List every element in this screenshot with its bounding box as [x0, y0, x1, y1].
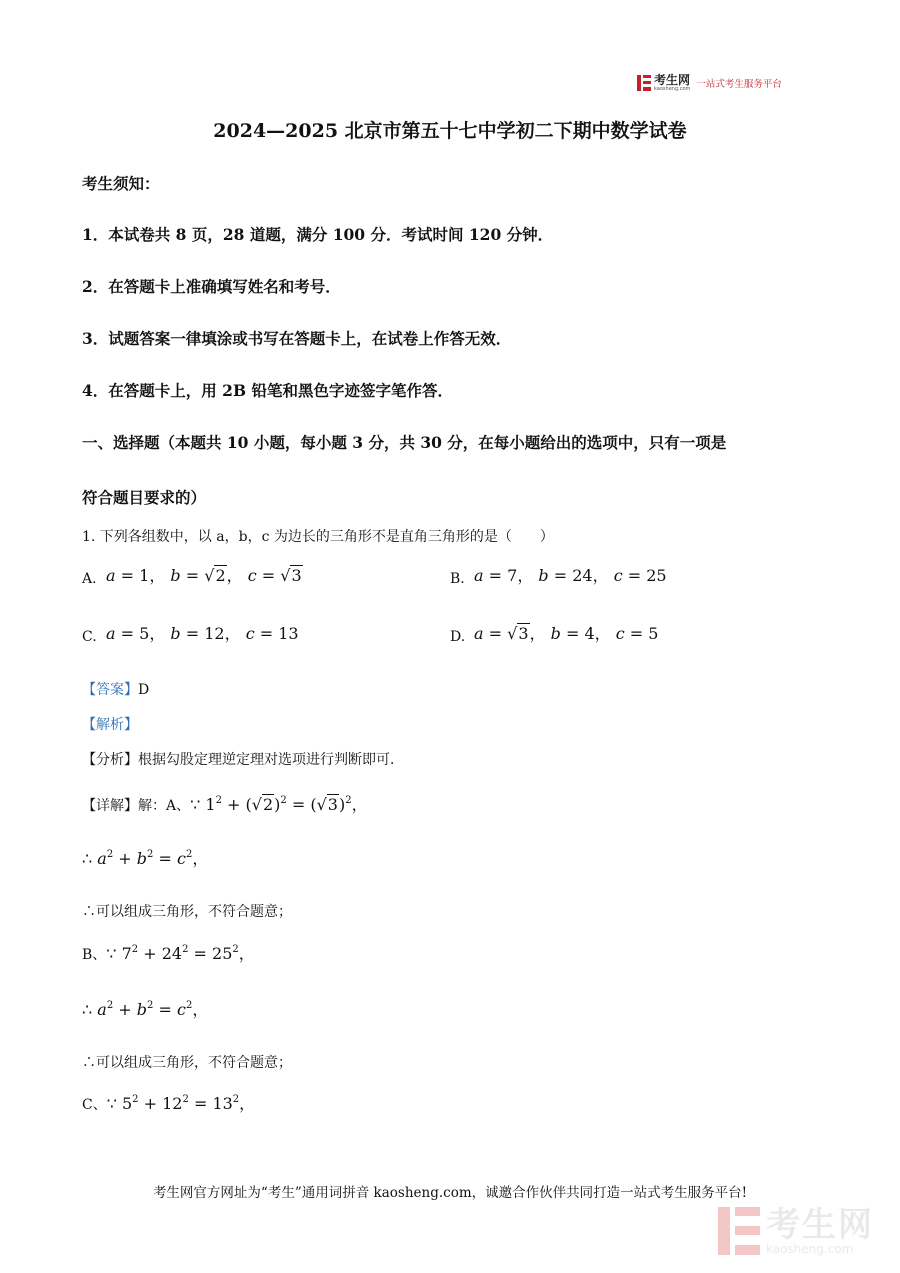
answer-value: D [138, 682, 150, 698]
detail-c-a: 5 [121, 1094, 133, 1113]
option-d-a: 3 [518, 624, 529, 643]
fenxi-line [82, 749, 404, 769]
notice-heading: 考生须知： [82, 174, 160, 193]
analysis-tag: 【解析】 [82, 717, 138, 733]
fenxi-text: 根据勾股定理逆定理对选项进行判断即可． [138, 752, 404, 768]
option-b-b: 24 [572, 566, 593, 585]
watermark-logo-icon [718, 1207, 760, 1255]
detail-b-b: 24 [161, 944, 183, 963]
option-a-c: 3 [291, 566, 302, 585]
option-d-b: 4 [584, 624, 595, 643]
watermark-url: kaosheng.com [766, 1242, 854, 1256]
section-heading-line2: 符合题目要求的） [82, 488, 207, 507]
detail-tag: 【详解】 [82, 798, 138, 814]
option-b-a: 7 [507, 566, 518, 585]
option-a-b: 2 [215, 566, 226, 585]
detail-a-line: 【详解】解：A、∵ $1^2 + (√2)^2 = (√3)^2$， [82, 795, 368, 814]
notice-item-1: 1．本试卷共 8 页，28 道题，满分 100 分．考试时间 120 分钟． [82, 225, 554, 244]
option-c-a: 5 [139, 624, 150, 643]
option-d-c: 5 [648, 624, 659, 643]
option-c-b: 12 [204, 624, 225, 643]
question-stem: 1. 下列各组数中，以 a，b，c 为边长的三角形不是直角三角形的是（ ） [82, 529, 554, 545]
option-b-math: a = 7， b = 24， c = 25 [474, 566, 667, 585]
page-title: 2024—2025 北京市第五十七中学初二下期中数学试卷 [213, 120, 687, 142]
detail-c-c: 13 [212, 1094, 233, 1113]
detail-b-label: B、 [82, 947, 107, 963]
option-c-c: 13 [278, 624, 299, 643]
option-b-c: 25 [646, 566, 667, 585]
header-logo [637, 72, 782, 94]
watermark [718, 1207, 874, 1255]
watermark-name: 考生网 [766, 1205, 874, 1245]
detail-b-a: 7 [121, 944, 132, 963]
detail-a-sqrt2: 2 [262, 795, 274, 814]
option-d-math: a = √3， b = 4， c = 5 [474, 624, 659, 643]
detail-c-line: C、∵ $5^2 + 12^2 = 13^2$， [82, 1094, 256, 1113]
fenxi-tag: 【分析】 [82, 752, 138, 768]
notice-item-3: 3．试题答案一律填涂或书写在答题卡上，在试卷上作答无效． [82, 329, 512, 348]
detail-c-b: 12 [162, 1094, 183, 1113]
option-b-label: B. [450, 571, 465, 587]
detail-lead: 解：A、 [138, 798, 191, 814]
option-a-math: a = 1， b = √2， c = √3 [106, 566, 302, 585]
detail-b-conclusion: ∴可以组成三角形，不符合题意； [82, 1055, 292, 1071]
option-c-math: a = 5， b = 12， c = 13 [106, 624, 299, 643]
answer-tag: 【答案】 [82, 682, 138, 698]
logo-url: kaosheng.com [654, 85, 691, 92]
notice-item-2: 2．在答题卡上准确填写姓名和考号． [82, 277, 341, 296]
logo-slogan: 一站式考生服务平台 [696, 79, 782, 90]
option-a-a: 1 [139, 566, 150, 585]
detail-b-c: 25 [212, 944, 233, 963]
detail-b-therefore: ∴ $a^2 + b^2 = c^2$， [82, 1000, 209, 1019]
notice-item-4: 4．在答题卡上，用 2B 铅笔和黑色字迹签字笔作答． [82, 381, 453, 400]
option-c-label: C. [82, 629, 97, 645]
detail-b-line: B、∵ $7^2 + 24^2 = 25^2$， [82, 944, 255, 963]
detail-a-sqrt3: 3 [327, 795, 338, 814]
detail-a-therefore: ∴ $a^2 + b^2 = c^2$， [82, 849, 209, 868]
answer-line [82, 679, 149, 699]
logo-mark-icon [637, 75, 651, 91]
option-a-label: A. [82, 571, 97, 587]
logo-name: 考生网 [654, 72, 691, 87]
section-heading-line1: 一、选择题（本题共 10 小题，每小题 3 分，共 30 分，在每小题给出的选项中，只有一项是 [82, 433, 727, 452]
footer-text: 考生网官方网址为“考生”通用词拼音 kaosheng.com，诚邀合作伙伴共同打造一站式考生服务平台! [152, 1185, 748, 1201]
detail-c-label: C、 [82, 1097, 107, 1113]
detail-a-conclusion: ∴可以组成三角形，不符合题意； [82, 904, 292, 920]
option-d-label: D. [450, 629, 466, 645]
